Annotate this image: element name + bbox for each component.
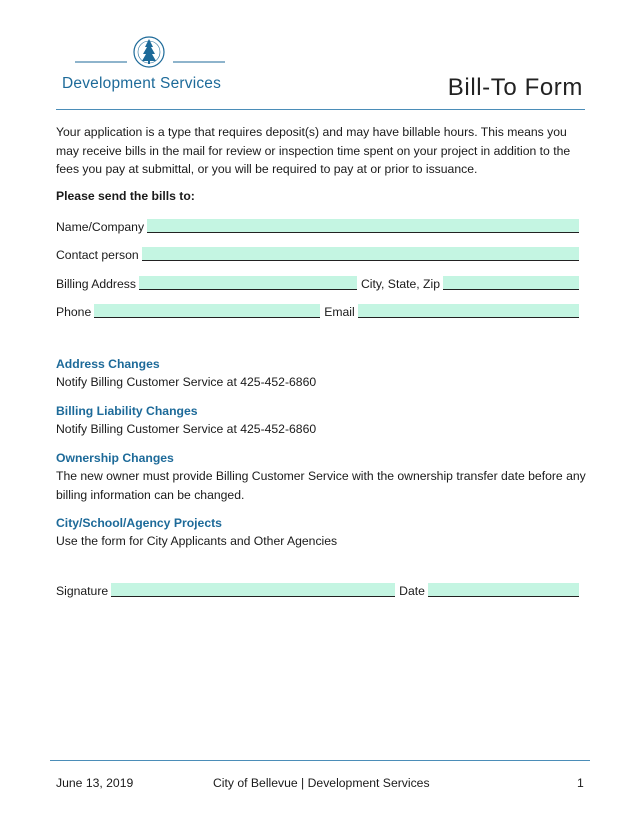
date-field[interactable] [428, 583, 579, 597]
form-title: Bill-To Form [447, 74, 583, 101]
phone-field[interactable] [94, 304, 320, 318]
billing-address-label: Billing Address [56, 277, 136, 291]
section-heading-ownership-changes: Ownership Changes [56, 451, 174, 465]
section-text-billing-liability: Notify Billing Customer Service at 425-452-6860 [56, 422, 317, 436]
contact-person-field[interactable] [142, 247, 579, 261]
footer-divider [50, 760, 590, 761]
city-state-zip-label: City, State, Zip [360, 277, 440, 291]
footer-date: June 13, 2019 [56, 776, 134, 790]
name-company-field[interactable] [147, 219, 579, 233]
city-logo [75, 30, 225, 76]
section-heading-address-changes: Address Changes [56, 357, 160, 371]
header-divider [56, 109, 585, 110]
email-label: Email [324, 305, 355, 319]
email-field[interactable] [358, 304, 579, 318]
city-state-zip-field[interactable] [443, 276, 579, 290]
intro-paragraph: Your application is a type that requires deposit(s) and may have billable hours. This means you may receive bills in the mail for review or inspection time spent on your project in addition to the fees you pay at submittal, or you will be required to pay at or prior to issuance. [56, 125, 571, 176]
section-heading-city-school-agency: City/School/Agency Projects [56, 516, 222, 530]
section-text-address-changes: Notify Billing Customer Service at 425-452-6860 [56, 375, 317, 389]
phone-label: Phone [56, 305, 92, 319]
section-heading-billing-liability: Billing Liability Changes [56, 404, 198, 418]
signature-field[interactable] [111, 583, 395, 597]
contact-person-row [56, 244, 579, 262]
name-company-label: Name/Company [56, 220, 145, 234]
billing-address-row [56, 273, 579, 291]
footer-center-text: City of Bellevue | Development Services [213, 776, 430, 790]
page-number: 1 [577, 776, 584, 790]
section-text-city-school-agency: Use the form for City Applicants and Other Agencies [56, 534, 338, 548]
name-company-row [56, 216, 579, 234]
send-bills-heading: Please send the bills to: [56, 189, 195, 203]
department-name: Development Services [62, 75, 222, 92]
contact-person-label: Contact person [56, 248, 139, 262]
signature-date-row [56, 580, 579, 598]
billing-address-field[interactable] [139, 276, 357, 290]
phone-email-row [56, 301, 579, 319]
section-text-ownership-changes: The new owner must provide Billing Customer Service with the ownership transfer date before any billing information can be changed. [56, 469, 586, 502]
signature-label: Signature [56, 584, 109, 598]
date-label: Date [399, 584, 425, 598]
